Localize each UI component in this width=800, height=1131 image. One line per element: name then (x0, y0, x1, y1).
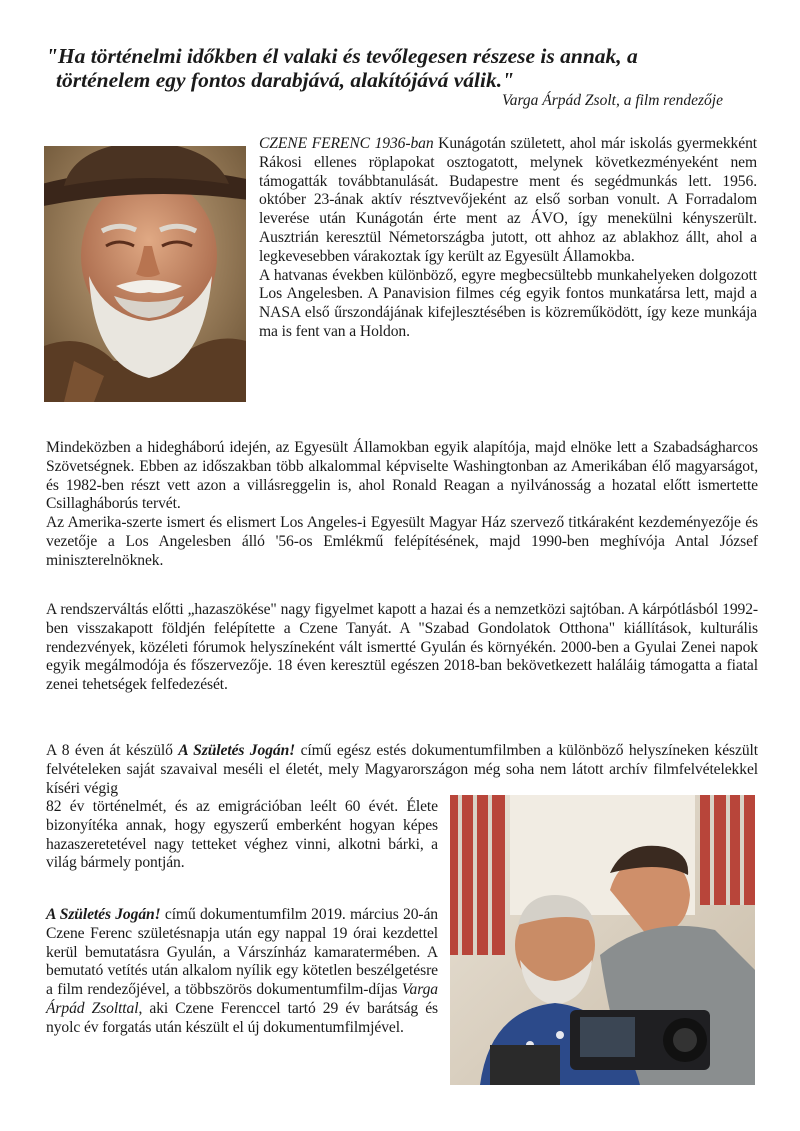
header-quote (46, 44, 746, 92)
section3-paragraph (46, 742, 758, 798)
section-premiere (46, 906, 438, 1038)
intro-text-1: Kunágotán született, ahol már iskolás gyermekként Rákosi ellenes röplapokat osztogatott, melynek következményeként nem támogatták továbbtanulását. Budapestre ment és segédmunkás lett. 1956. október 23-ának aktív résztvevőjeként az első sorban vonult. A Forradalom leverése után Kunágotán érte ment az ÁVO, így menekülni kényszerült. Ausztrián keresztül Németországba jutott, ott ahhoz az ablakhoz állt, ahol a legkevesebben várakoztak így került az Egyesült Államokba. (259, 135, 757, 265)
intro-text (259, 135, 757, 342)
quote-line-2: történelem egy fontos darabjává, alakítójává válik." (56, 68, 515, 92)
section1-paragraph-1: Mindeközben a hidegháború idején, az Egyesült Államokban egyik alapítója, majd elnöke lett a Szabadságharcos Szövetségnek. Ebben az időszakban több alkalommal képviselte Washingtonban az Amerikában élő magyarságot, és 1982-ben részt vett azon a villásreggelin is, ahol Ronald Reagan a nyilvánosság a hozatal előtt ismertette Csillagháborús tervét. (46, 439, 758, 513)
quote-attribution: Varga Árpád Zsolt, a film rendezője (501, 92, 723, 109)
section3-continuation: 82 év történelmét, és az emigrációban leélt 60 évét. Élete bizonyítéka annak, hogy egyszerű emberként hogyan képes hazaszeretetével nagy tetteket véghez vinni, alkotni bárki, a világ bármely pontján. (46, 798, 438, 872)
section-homecoming (46, 601, 758, 695)
intro-lead: CZENE FERENC 1936-ban (259, 135, 434, 152)
intro-paragraph-1 (259, 135, 757, 267)
section3-post: című egész estés dokumentumfilmben a különböző helyszíneken készült felvételeken saját szavaival meséli el életét, mely Magyarországon még soha nem látott archív filmfelvételekkel kíséri végig (46, 742, 758, 797)
portrait-photo (44, 146, 246, 402)
section3-pre: A 8 éven át készülő (46, 742, 179, 759)
portrait-illustration (44, 146, 246, 402)
section2-paragraph-1: A rendszerváltás előtti „hazaszökése" nagy figyelmet kapott a hazai és a nemzetközi sajtóban. A kárpótlásból 1992-ben visszakapott földjén felépítette a Czene Tanyát. A "Szabad Gondolatok Otthona" kiállítások, kulturális rendezvények, közéleti fórumok helyszíneként vált ismertté Gyulán és környékén. 2000-ben a Gyulai Zenei napok egyik megálmodója és főszervezője. 18 éven keresztül egészen 2018-ban bekövetkezett haláláig támogatta a fiatal zenei tehetségek felfedezését. (46, 601, 758, 694)
section4-director: Varga Árpád Zsolttal (46, 981, 438, 1017)
section1-paragraph-2: Az Amerika-szerte ismert és elismert Los Angeles-i Egyesült Magyar Ház szervező titkáraként kezdeményezője és vezetője a Los Angelesben álló '56-os Emlékmű felépítésének, majd 1990-ben meghívója Antal József miniszterelnöknek. (46, 514, 758, 569)
section-film-continuation (46, 798, 438, 873)
section4-paragraph (46, 906, 438, 1038)
section3-film-title: A Születés Jogán! (178, 742, 296, 759)
filming-photo (450, 795, 755, 1085)
section4-text-2: , aki Czene Ferenccel tartó 29 év barátság és nyolc év forgatás után készült el új dokumentumfilmjével. (46, 999, 438, 1036)
section-cold-war (46, 439, 758, 571)
section-film-intro (46, 742, 758, 798)
section4-text-1: című dokumentumfilm 2019. március 20-án Czene Ferenc születésnapja után egy nappal 19 órai kezdettel kerül bemutatásra Gyulán, a Várszínház kamaratermében. A bemutató vetítés után alkalom nyílik egy kötetlen beszélgetésre a film rendezőjével, a többszörös dokumentumfilm-díjas (46, 906, 439, 999)
section4-film-title: A Születés Jogán! (46, 906, 161, 923)
quote-line-1: "Ha történelmi időkben él valaki és tevőlegesen részese is annak, a (46, 44, 638, 68)
intro-paragraph-2: A hatvanas években különböző, egyre megbecsültebb munkahelyeken dolgozott Los Angelesben. A Panavision filmes cég egyik fontos munkatársa lett, majd a NASA első űrszondájának kifejlesztésében is közreműködött, így keze munkája ma is fent van a Holdon. (259, 266, 757, 340)
filming-illustration (450, 795, 755, 1085)
